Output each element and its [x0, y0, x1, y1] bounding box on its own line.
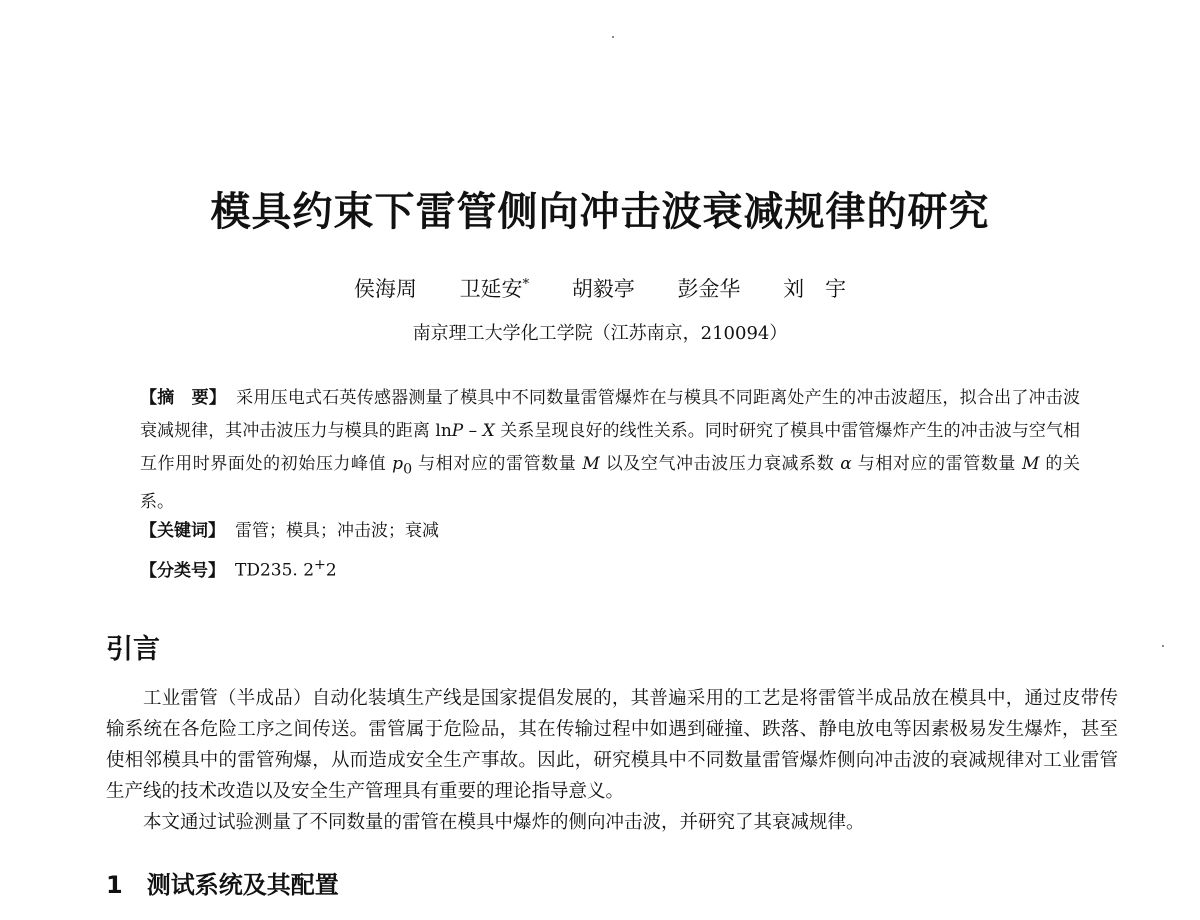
author-name: 侯海周: [353, 277, 417, 301]
keywords-line: [140, 516, 439, 546]
abstract-label: 【摘 要】: [140, 388, 227, 408]
scan-speck: [612, 36, 614, 38]
abstract-text: –: [463, 421, 483, 441]
abstract-subscript: 0: [403, 461, 413, 478]
abstract-text: 与相对应的雷管数量: [412, 454, 583, 474]
abstract-var: M: [1022, 454, 1040, 474]
abstract-text: 以及空气冲击波压力衰减系数: [599, 454, 841, 474]
section-title: 测试系统及其配置: [146, 871, 339, 899]
abstract-var: p: [392, 454, 404, 474]
abstract-var: X: [482, 421, 495, 441]
intro-paragraph: 本文通过试验测量了不同数量的雷管在模具中爆炸的侧向冲击波，并研究了其衰减规律。: [143, 812, 865, 833]
affiliation: 南京理工大学化工学院（江苏南京，210094）: [412, 323, 788, 344]
intro-paragraph: 工业雷管（半成品）自动化装填生产线是国家提倡发展的，其普遍采用的工艺是将雷管半成品放在模具中，通过皮带传输系统在各危险工序之间传送。雷管属于危险品，其在传输过程中如遇到碰撞、跌落、静电放电等因素极易发生爆炸，甚至使相邻模具中的雷管殉爆，从而造成安全生产事故。因此，研究模具中不同数量雷管爆炸侧向冲击波的衰减规律对工业雷管生产线的技术改造以及安全生产管理具有重要的理论指导意义。: [106, 688, 1118, 802]
author-name: 刘 宇: [783, 277, 847, 301]
classification-line: [140, 550, 337, 586]
author-list: [0, 270, 1200, 304]
section-heading-intro: 引言: [106, 634, 160, 665]
paper-title: 模具约束下雷管侧向冲击波衰减规律的研究: [210, 188, 990, 235]
abstract-text: 采用压电式石英传感器测量了模具中不同数量雷管爆炸在与模具不同距离处产生的冲击波超压，拟合出了冲击波衰减规律，其冲击波压力与模具的距离 ln: [140, 388, 1081, 441]
author-name-text: 卫延安: [459, 277, 523, 301]
abstract-text: 与相对应的雷管数量: [851, 454, 1023, 474]
author-name: 胡毅亭: [571, 277, 635, 301]
keywords-value: 雷管；模具；冲击波；衰减: [235, 521, 439, 541]
classification-sup: +: [314, 557, 326, 573]
classification-value: TD235. 2: [235, 560, 315, 581]
intro-body: [106, 683, 1118, 838]
section-number: 1: [106, 871, 123, 899]
abstract-var: P: [451, 421, 464, 441]
abstract: [140, 382, 1080, 519]
scan-speck: [1162, 645, 1164, 647]
author-name: 彭金华: [677, 277, 741, 301]
abstract-text: 关系呈现良好的线性关系。同时研究了模具中雷管爆炸产生的冲击波与空气相互作用时界面处的初始压力峰值: [140, 421, 1080, 474]
author-name: [460, 277, 530, 301]
corresponding-author-mark: *: [522, 277, 530, 292]
classification-value-end: 2: [325, 560, 337, 581]
keywords-label: 【关键词】: [140, 521, 225, 541]
section-heading-1: [106, 868, 339, 902]
abstract-text: 的关系。: [140, 454, 1081, 513]
classification-label: 【分类号】: [140, 560, 225, 581]
abstract-var: α: [840, 454, 852, 474]
abstract-var: M: [582, 454, 600, 474]
